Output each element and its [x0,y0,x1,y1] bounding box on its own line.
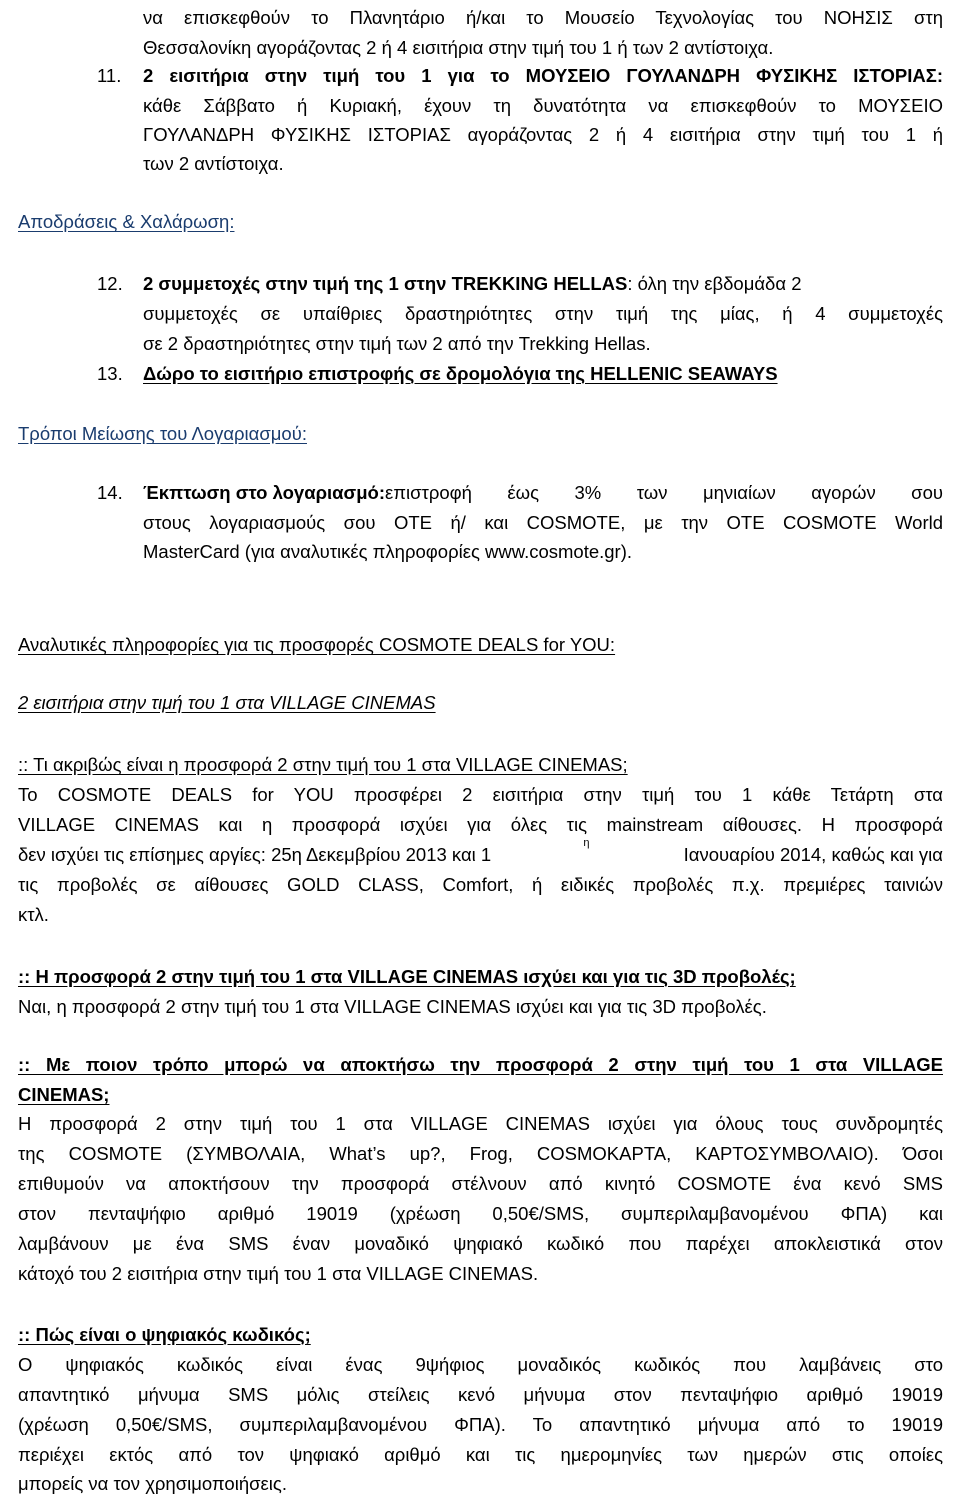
list-item-title: 2 συμμετοχές στην τιμή της 1 στην TREKKING HELLAS [143,273,628,294]
paragraph-line: σε 2 δραστηριότητες στην τιμή των 2 από την Trekking Hellas. [143,333,651,354]
list-item-number: 11. [97,65,122,86]
list-item-number: 13. [97,363,123,384]
faq-answer-line: τις προβολές σε αίθουσες GOLD CLASS, Comfort, ή ειδικές προβολές π.χ. πρεμιέρες ταινιών [18,874,943,895]
list-item-title: Έκπτωση στο λογαριασμό: [143,482,385,503]
section-heading: Τρόποι Μείωσης του Λογαριασμού: [18,423,307,444]
faq-answer-line: VILLAGE CINEMAS και η προσφορά ισχύει για όλες τις mainstream αίθουσες. Η προσφορά [18,814,943,835]
list-item-first-line [143,272,943,296]
paragraph-line: Θεσσαλονίκη αγοράζοντας 2 ή 4 εισιτήρια στην τιμή του 1 ή των 2 αντίστοιχα. [143,37,774,58]
list-item-number: 14. [97,482,123,503]
section-heading: Αποδράσεις & Χαλάρωση: [18,211,235,232]
faq-question: :: Με ποιον τρόπο μπορώ να αποκτήσω την προσφορά 2 στην τιμή του 1 στα VILLAGE [18,1054,943,1075]
answer-text: δεν ισχύει τις επίσημες αργίες: 25η Δεκεμβρίου 2013 και 1 [18,844,492,865]
list-item-first-line [143,481,943,505]
faq-answer-line: απαντητικό μήνυμα SMS μόλις στείλεις κενό μήνυμα στον πενταψήφιο αριθμό 19019 [18,1384,943,1405]
paragraph-line: στους λογαριασμούς σου ΟΤΕ ή/ και COSMOTE, με την ΟΤΕ COSMOTE World [143,512,943,533]
faq-answer-line: λαμβάνουν με ένα SMS έναν μοναδικό ψηφιακό κωδικό που παρέχει αποκλειστικά στον [18,1233,943,1254]
faq-answer-line: Ναι, η προσφορά 2 στην τιμή του 1 στα VILLAGE CINEMAS ισχύει και για τις 3D προβολές. [18,996,767,1017]
faq-question: CINEMAS; [18,1084,110,1105]
answer-text: Ιανουαρίου 2014, καθώς και για [683,844,943,865]
faq-answer-line: κτλ. [18,904,49,925]
offer-heading: 2 εισιτήρια στην τιμή του 1 στα VILLAGE CINEMAS [18,692,436,713]
paragraph-line: MasterCard (για αναλυτικές πληροφορίες www.cosmote.gr). [143,541,633,562]
faq-answer-line: περιέχει εκτός από τον ψηφιακό αριθμό και τις ημερομηνίες των ημερών στις οποίες [18,1444,943,1465]
faq-answer-line: της COSMOTE (ΣΥΜΒΟΛΑΙΑ, What’s up?, Frog, COSMOKAΡΤΑ, ΚΑΡΤΟΣΥΜΒΟΛΑΙΟ). Όσοι [18,1143,943,1164]
paragraph-line: κάθε Σάββατο ή Κυριακή, έχουν τη δυνατότητα να επισκεφθούν το ΜΟΥΣΕΙΟ [143,95,943,116]
faq-answer-line: (χρέωση 0,50€/SMS, συμπεριλαμβανομένου ΦΠΑ). Το απαντητικό μήνυμα από το 19019 [18,1414,943,1435]
details-heading: Αναλυτικές πληροφορίες για τις προσφορές COSMOTE DEALS for YOU: [18,634,616,655]
paragraph-line: ΓΟΥΛΑΝΔΡΗ ΦΥΣΙΚΗΣ ΙΣΤΟΡΙΑΣ αγοράζοντας 2 ή 4 εισιτήρια στην τιμή του 1 ή [143,124,943,145]
list-item-title: 2 εισιτήρια στην τιμή του 1 για το ΜΟΥΣΕΙΟ ΓΟΥΛΑΝΔΡΗ ΦΥΣΙΚΗΣ ΙΣΤΟΡΙΑΣ: [143,65,943,86]
paragraph-line: των 2 αντίστοιχα. [143,153,284,174]
list-item-text: επιστροφή έως 3% των μηνιαίων αγορών σου [384,482,943,503]
list-item-title: Δώρο το εισιτήριο επιστροφής σε δρομολόγια της HELLENIC SEAWAYS [143,363,778,384]
faq-answer-line: μπορείς να τον χρησιμοποιήσεις. [18,1473,287,1494]
superscript: η [583,837,590,849]
list-item-text: : όλη την εβδομάδα 2 [627,273,802,294]
faq-question: :: Η προσφορά 2 στην τιμή του 1 στα VILLAGE CINEMAS ισχύει και για τις 3D προβολές; [18,966,796,987]
paragraph-line: να επισκεφθούν το Πλανητάριο ή/και το Μουσείο Τεχνολογίας του ΝΟΗΣΙΣ στη [143,7,943,28]
faq-question: :: Τι ακριβώς είναι η προσφορά 2 στην τιμή του 1 στα VILLAGE CINEMAS; [18,754,628,775]
list-item-number: 12. [97,273,123,294]
faq-answer-line: Το COSMOTE DEALS for YOU προσφέρει 2 εισιτήρια στην τιμή του 1 κάθε Τετάρτη στα [18,784,943,805]
faq-question: :: Πώς είναι ο ψηφιακός κωδικός; [18,1324,311,1345]
faq-answer-line: στον πενταψήφιο αριθμό 19019 (χρέωση 0,50€/SMS, συμπεριλαμβανομένου ΦΠΑ) και [18,1203,943,1224]
faq-answer-line: Ο ψηφιακός κωδικός είναι ένας 9ψήφιος μοναδικός κωδικός που λαμβάνεις στο [18,1354,943,1375]
faq-answer-line: Η προσφορά 2 στην τιμή του 1 στα VILLAGE CINEMAS ισχύει για όλους τους συνδρομητές [18,1113,943,1134]
faq-answer-line [18,837,943,867]
paragraph-line: συμμετοχές σε υπαίθριες δραστηριότητες στην τιμή της μίας, ή 4 συμμετοχές [143,303,943,324]
faq-answer-line: επιθυμούν να αποκτήσουν την προσφορά στέλνουν από κινητό COSMOTE ένα κενό SMS [18,1173,943,1194]
faq-answer-line: κάτοχό του 2 εισιτήρια στην τιμή του 1 στα VILLAGE CINEMAS. [18,1263,539,1284]
